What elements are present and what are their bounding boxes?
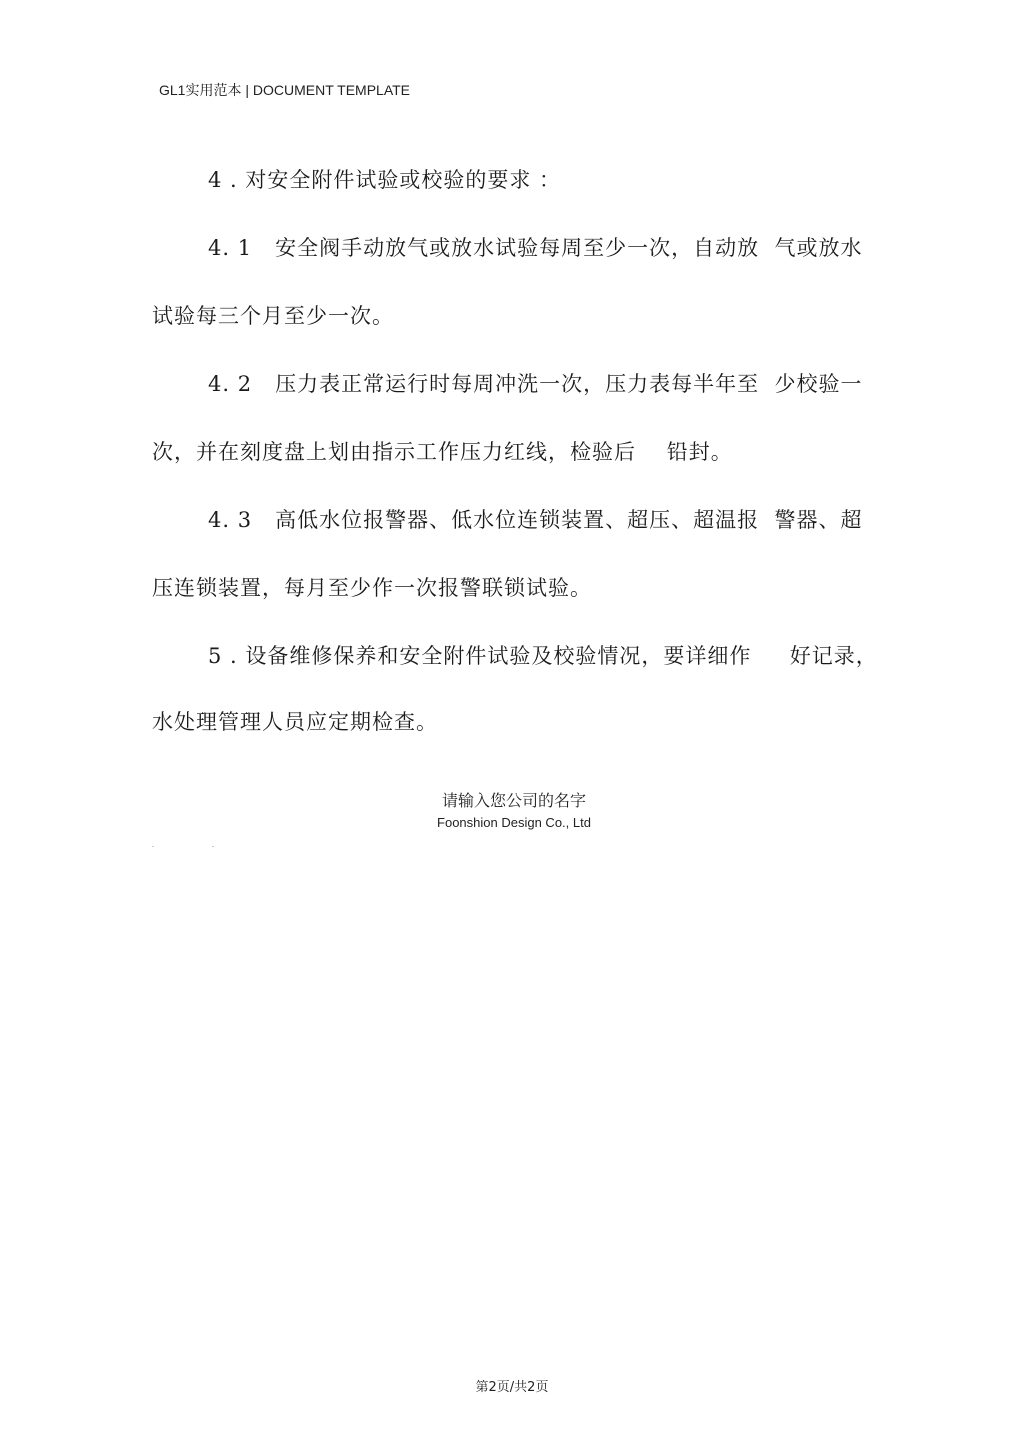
item-4-2-line-2: 次，并在刻度盘上划由指示工作压力红线，检验后 铅封。	[152, 440, 733, 464]
item-4-3-line-2: 压连锁装置，每月至少作一次报警联锁试验。	[152, 576, 592, 600]
speck	[152, 846, 154, 847]
section-5-line-2: 水处理管理人员应定期检查。	[152, 710, 438, 734]
item-4-3-line-1: 4. 3 高低水位报警器、低水位连锁装置、超压、超温报 警器、超	[208, 508, 863, 532]
item-4-2-line-1: 4. 2 压力表正常运行时每周冲洗一次，压力表每半年至 少校验一	[208, 372, 863, 396]
document-header: GL1实用范本 | DOCUMENT TEMPLATE	[159, 82, 411, 98]
speck	[212, 846, 214, 847]
section-4-heading: 4 . 对安全附件试验或校验的要求 ：	[208, 168, 562, 192]
company-name-cn: 请输入您公司的名字	[441, 791, 586, 810]
scan-specks	[152, 846, 216, 848]
page-number: 第2页/共2页	[475, 1380, 549, 1395]
section-5-line-1: 5 . 设备维修保养和安全附件试验及校验情况，要详细作 好记录，	[208, 644, 878, 668]
item-4-1-line-1: 4. 1 安全阀手动放气或放水试验每周至少一次，自动放 气或放水	[208, 236, 863, 260]
item-4-1-line-2: 试验每三个月至少一次。	[152, 304, 394, 328]
company-name-en: Foonshion Design Co., Ltd	[437, 815, 591, 830]
